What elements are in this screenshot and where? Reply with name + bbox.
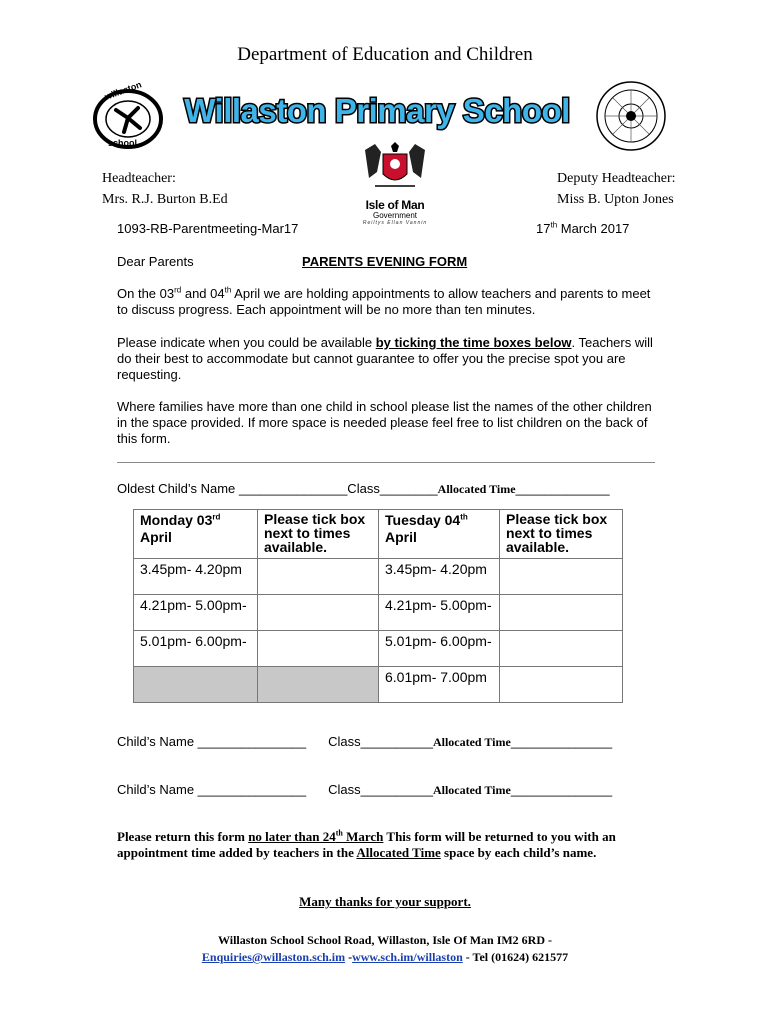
headteacher-block [102,168,228,210]
footer [0,932,770,966]
monday-slot-2-checkbox[interactable] [258,595,379,631]
school-name-title [184,88,570,134]
tuesday-tick-header: Please tick box next to times available. [500,510,623,559]
tuesday-slot-1: 3.45pm- 4.20pm [379,559,500,595]
tuesday-slot-3-checkbox[interactable] [500,631,623,667]
deputy-title: Deputy Headteacher: [557,171,676,186]
footer-tel: - Tel (01624) 621577 [462,950,569,964]
headteacher-name: Mrs. R.J. Burton B.Ed [102,192,228,207]
table-row [134,631,623,667]
iom-line1: Isle of Man [365,198,425,212]
thanks-line: Many thanks for your support. [299,894,471,909]
deputy-block [557,168,676,210]
tuesday-slot-1-checkbox[interactable] [500,559,623,595]
tuesday-slot-4-checkbox[interactable] [500,667,623,703]
svg-text:school: school [108,138,138,148]
tuesday-slot-2-checkbox[interactable] [500,595,623,631]
return-instructions: Please return this form no later than 24th March This form will be returned to you with an appointment time added by teachers in the Allocated Time space by each child’s name. [117,828,616,860]
schedule-table [133,509,623,703]
table-row [134,595,623,631]
monday-slot-4-empty [134,667,258,703]
iom-government-logo [355,142,435,226]
tuesday-slot-2: 4.21pm- 5.00pm- [379,595,500,631]
child-row-3[interactable]: Child’s Name _______________ Class__________Allocated Time______________ [117,782,613,797]
iom-motto: Reiltys Ellan Vannin [362,220,428,226]
oldest-child-row[interactable]: Oldest Child’s Name _______________Class________Allocated Time_____________ [117,481,610,496]
table-header-row [134,510,623,559]
tuesday-slot-3: 5.01pm- 6.00pm- [379,631,500,667]
divider [117,462,655,463]
letter-reference: 1093-RB-Parentmeeting-Mar17 [117,221,299,236]
monday-slot-3-checkbox[interactable] [258,631,379,667]
paragraph-instructions: Please indicate when you could be available by ticking the time boxes below. Teachers will do their best to accommodate but cannot guarantee to offer you the precise spot you are requesting. [117,335,653,382]
paragraph-families: Where families have more than one child in school please list the names of the other children in the space provided. If more space is needed please feel free to list children on the back of this form. [117,399,652,446]
deputy-name: Miss B. Upton Jones [557,192,674,207]
school-name-text: Willaston Primary School [184,92,570,129]
table-row [134,667,623,703]
monday-slot-1: 3.45pm- 4.20pm [134,559,258,595]
table-row [134,559,623,595]
salutation: Dear Parents [117,254,194,269]
headteacher-title: Headteacher: [102,171,176,186]
tuesday-slot-4: 6.01pm- 7.00pm [379,667,500,703]
footer-address: Willaston School School Road, Willaston, Isle Of Man IM2 6RD - [217,933,553,947]
svg-text:willaston: willaston [103,79,143,102]
monday-slot-2: 4.21pm- 5.00pm- [134,595,258,631]
form-title: PARENTS EVENING FORM [302,254,468,269]
school-crest-right-logo [595,80,667,152]
tuesday-header: Tuesday 04th April [379,510,500,559]
iom-line2: Government [372,211,418,220]
child-row-2[interactable]: Child’s Name _______________ Class__________Allocated Time______________ [117,734,613,749]
school-crest-left-logo [92,79,164,150]
department-heading: Department of Education and Children [237,44,533,65]
letter-date: 17th March 2017 [536,220,630,236]
iom-crest-icon [355,142,435,194]
monday-tick-header: Please tick box next to times available. [258,510,379,559]
email-link[interactable]: Enquiries@willaston.sch.im [201,950,346,964]
website-link[interactable]: www.sch.im/willaston [352,950,463,964]
paragraph-dates: On the 03rd and 04th April we are holding appointments to allow teachers and parents to meet to discuss progress. Each appointment will be no more than ten minutes. [117,285,651,317]
monday-slot-4-checkbox-empty [258,667,379,703]
monday-header: Monday 03rd April [134,510,258,559]
monday-slot-1-checkbox[interactable] [258,559,379,595]
footer-contacts: Enquiries@willaston.sch.im -www.sch.im/willaston - Tel (01624) 621577 [201,950,569,964]
monday-slot-3: 5.01pm- 6.00pm- [134,631,258,667]
